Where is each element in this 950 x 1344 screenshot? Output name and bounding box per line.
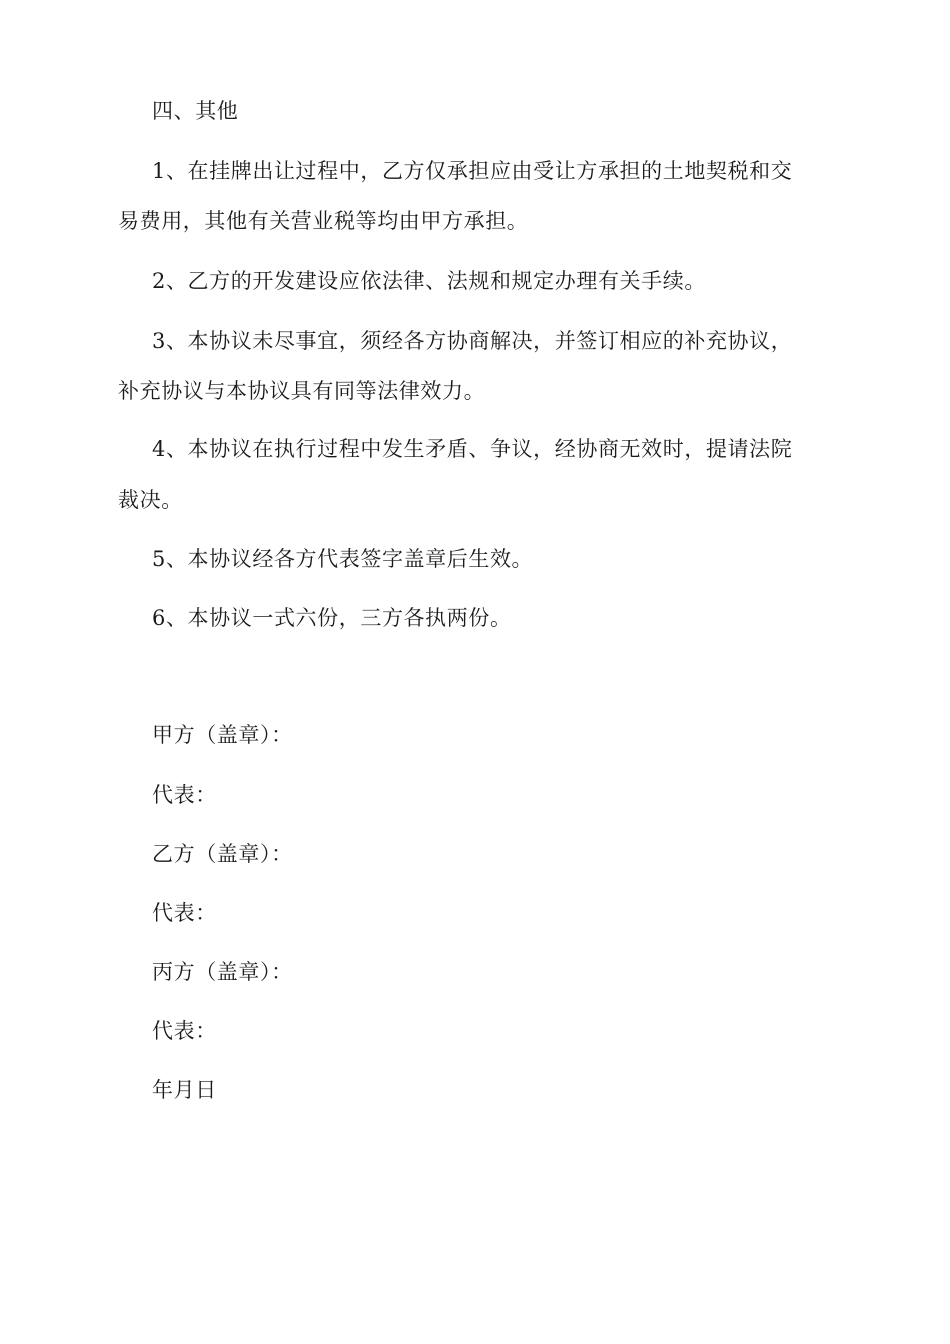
- clause-6-line-1: 6、本协议一式六份，三方各执两份。: [152, 606, 512, 630]
- clause-3-line-1: 3、本协议未尽事宜，须经各方协商解决，并签订相应的补充协议，: [152, 329, 793, 353]
- clause-1-line-1: 1、在挂牌出让过程中，乙方仅承担应由受让方承担的土地契税和交: [152, 159, 793, 183]
- party-c-seal-label: 丙方（盖章）：: [152, 960, 293, 984]
- section-heading: 四、其他: [152, 99, 239, 123]
- clause-4-line-2: 裁决。: [118, 488, 183, 512]
- clause-2-line-1: 2、乙方的开发建设应依法律、法规和规定办理有关手续。: [152, 269, 706, 293]
- clause-5-line-1: 5、本协议经各方代表签字盖章后生效。: [152, 547, 534, 571]
- clause-4-line-1: 4、本协议在执行过程中发生矛盾、争议，经协商无效时，提请法院: [152, 437, 793, 461]
- party-b-seal-label: 乙方（盖章）：: [152, 842, 293, 866]
- party-c-representative-label: 代表：: [152, 1019, 217, 1043]
- party-a-representative-label: 代表：: [152, 783, 217, 807]
- party-a-seal-label: 甲方（盖章）：: [152, 723, 293, 747]
- clause-3-line-2: 补充协议与本协议具有同等法律效力。: [118, 379, 486, 403]
- clause-1-line-2: 易费用，其他有关营业税等均由甲方承担。: [118, 209, 529, 233]
- party-b-representative-label: 代表：: [152, 901, 217, 925]
- date-label: 年月日: [152, 1078, 217, 1102]
